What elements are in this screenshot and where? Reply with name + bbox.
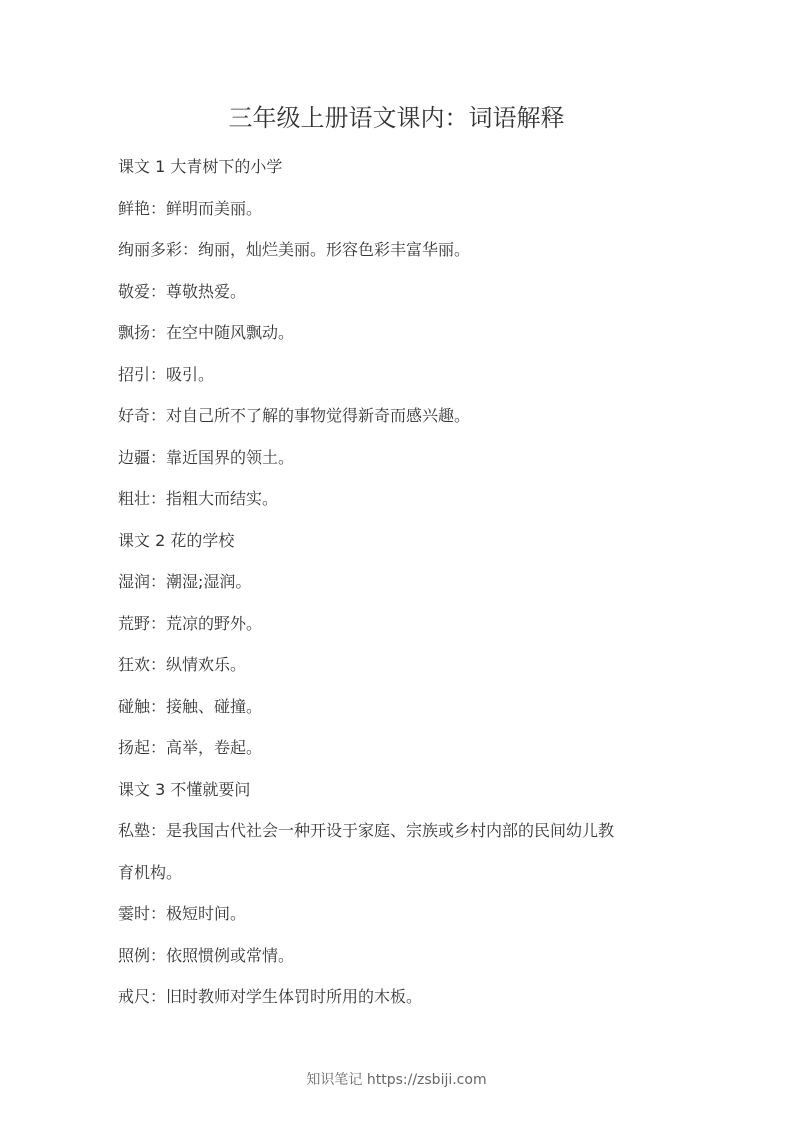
definition-line: 好奇：对自己所不了解的事物觉得新奇而感兴趣。 bbox=[118, 406, 471, 425]
vocabulary-list bbox=[118, 146, 688, 1018]
definition-line: 霎时：极短时间。 bbox=[118, 904, 247, 923]
definition-line: 招引：吸引。 bbox=[118, 364, 215, 384]
definition-line: 敬爱：尊敬热爱。 bbox=[118, 281, 247, 301]
definition-line: 边疆：靠近国界的领土。 bbox=[118, 447, 295, 467]
definition-line: 湿润：潮湿;湿润。 bbox=[118, 572, 252, 591]
definition-line: 私塾：是我国古代社会一种开设于家庭、宗族或乡村内部的民间幼儿教 bbox=[118, 821, 615, 840]
definition-line-continued: 育机构。 bbox=[118, 862, 183, 882]
lesson-heading: 课文 3 不懂就要问 bbox=[118, 779, 251, 799]
definition-line: 碰触：接触、碰撞。 bbox=[118, 696, 263, 716]
footer-source-text: 知识笔记 https://zsbiji.com bbox=[306, 1072, 487, 1088]
definition-line: 照例：依照惯例或常情。 bbox=[118, 945, 295, 965]
definition-line: 扬起：高举，卷起。 bbox=[118, 738, 263, 757]
definition-line: 粗壮：指粗大而结实。 bbox=[118, 489, 279, 508]
definition-line: 戒尺：旧时教师对学生体罚时所用的木板。 bbox=[118, 987, 423, 1006]
lesson-heading: 课文 2 花的学校 bbox=[118, 530, 235, 550]
page-title: 三年级上册语文课内：词语解释 bbox=[228, 104, 565, 132]
definition-line: 狂欢：纵情欢乐。 bbox=[118, 655, 247, 674]
definition-line: 飘扬：在空中随风飘动。 bbox=[118, 323, 295, 342]
definition-line: 绚丽多彩：绚丽，灿烂美丽。形容色彩丰富华丽。 bbox=[118, 240, 471, 259]
lesson-heading: 课文 1 大青树下的小学 bbox=[118, 157, 283, 176]
definition-line: 荒野：荒凉的野外。 bbox=[118, 613, 263, 633]
definition-line: 鲜艳：鲜明而美丽。 bbox=[118, 198, 263, 218]
